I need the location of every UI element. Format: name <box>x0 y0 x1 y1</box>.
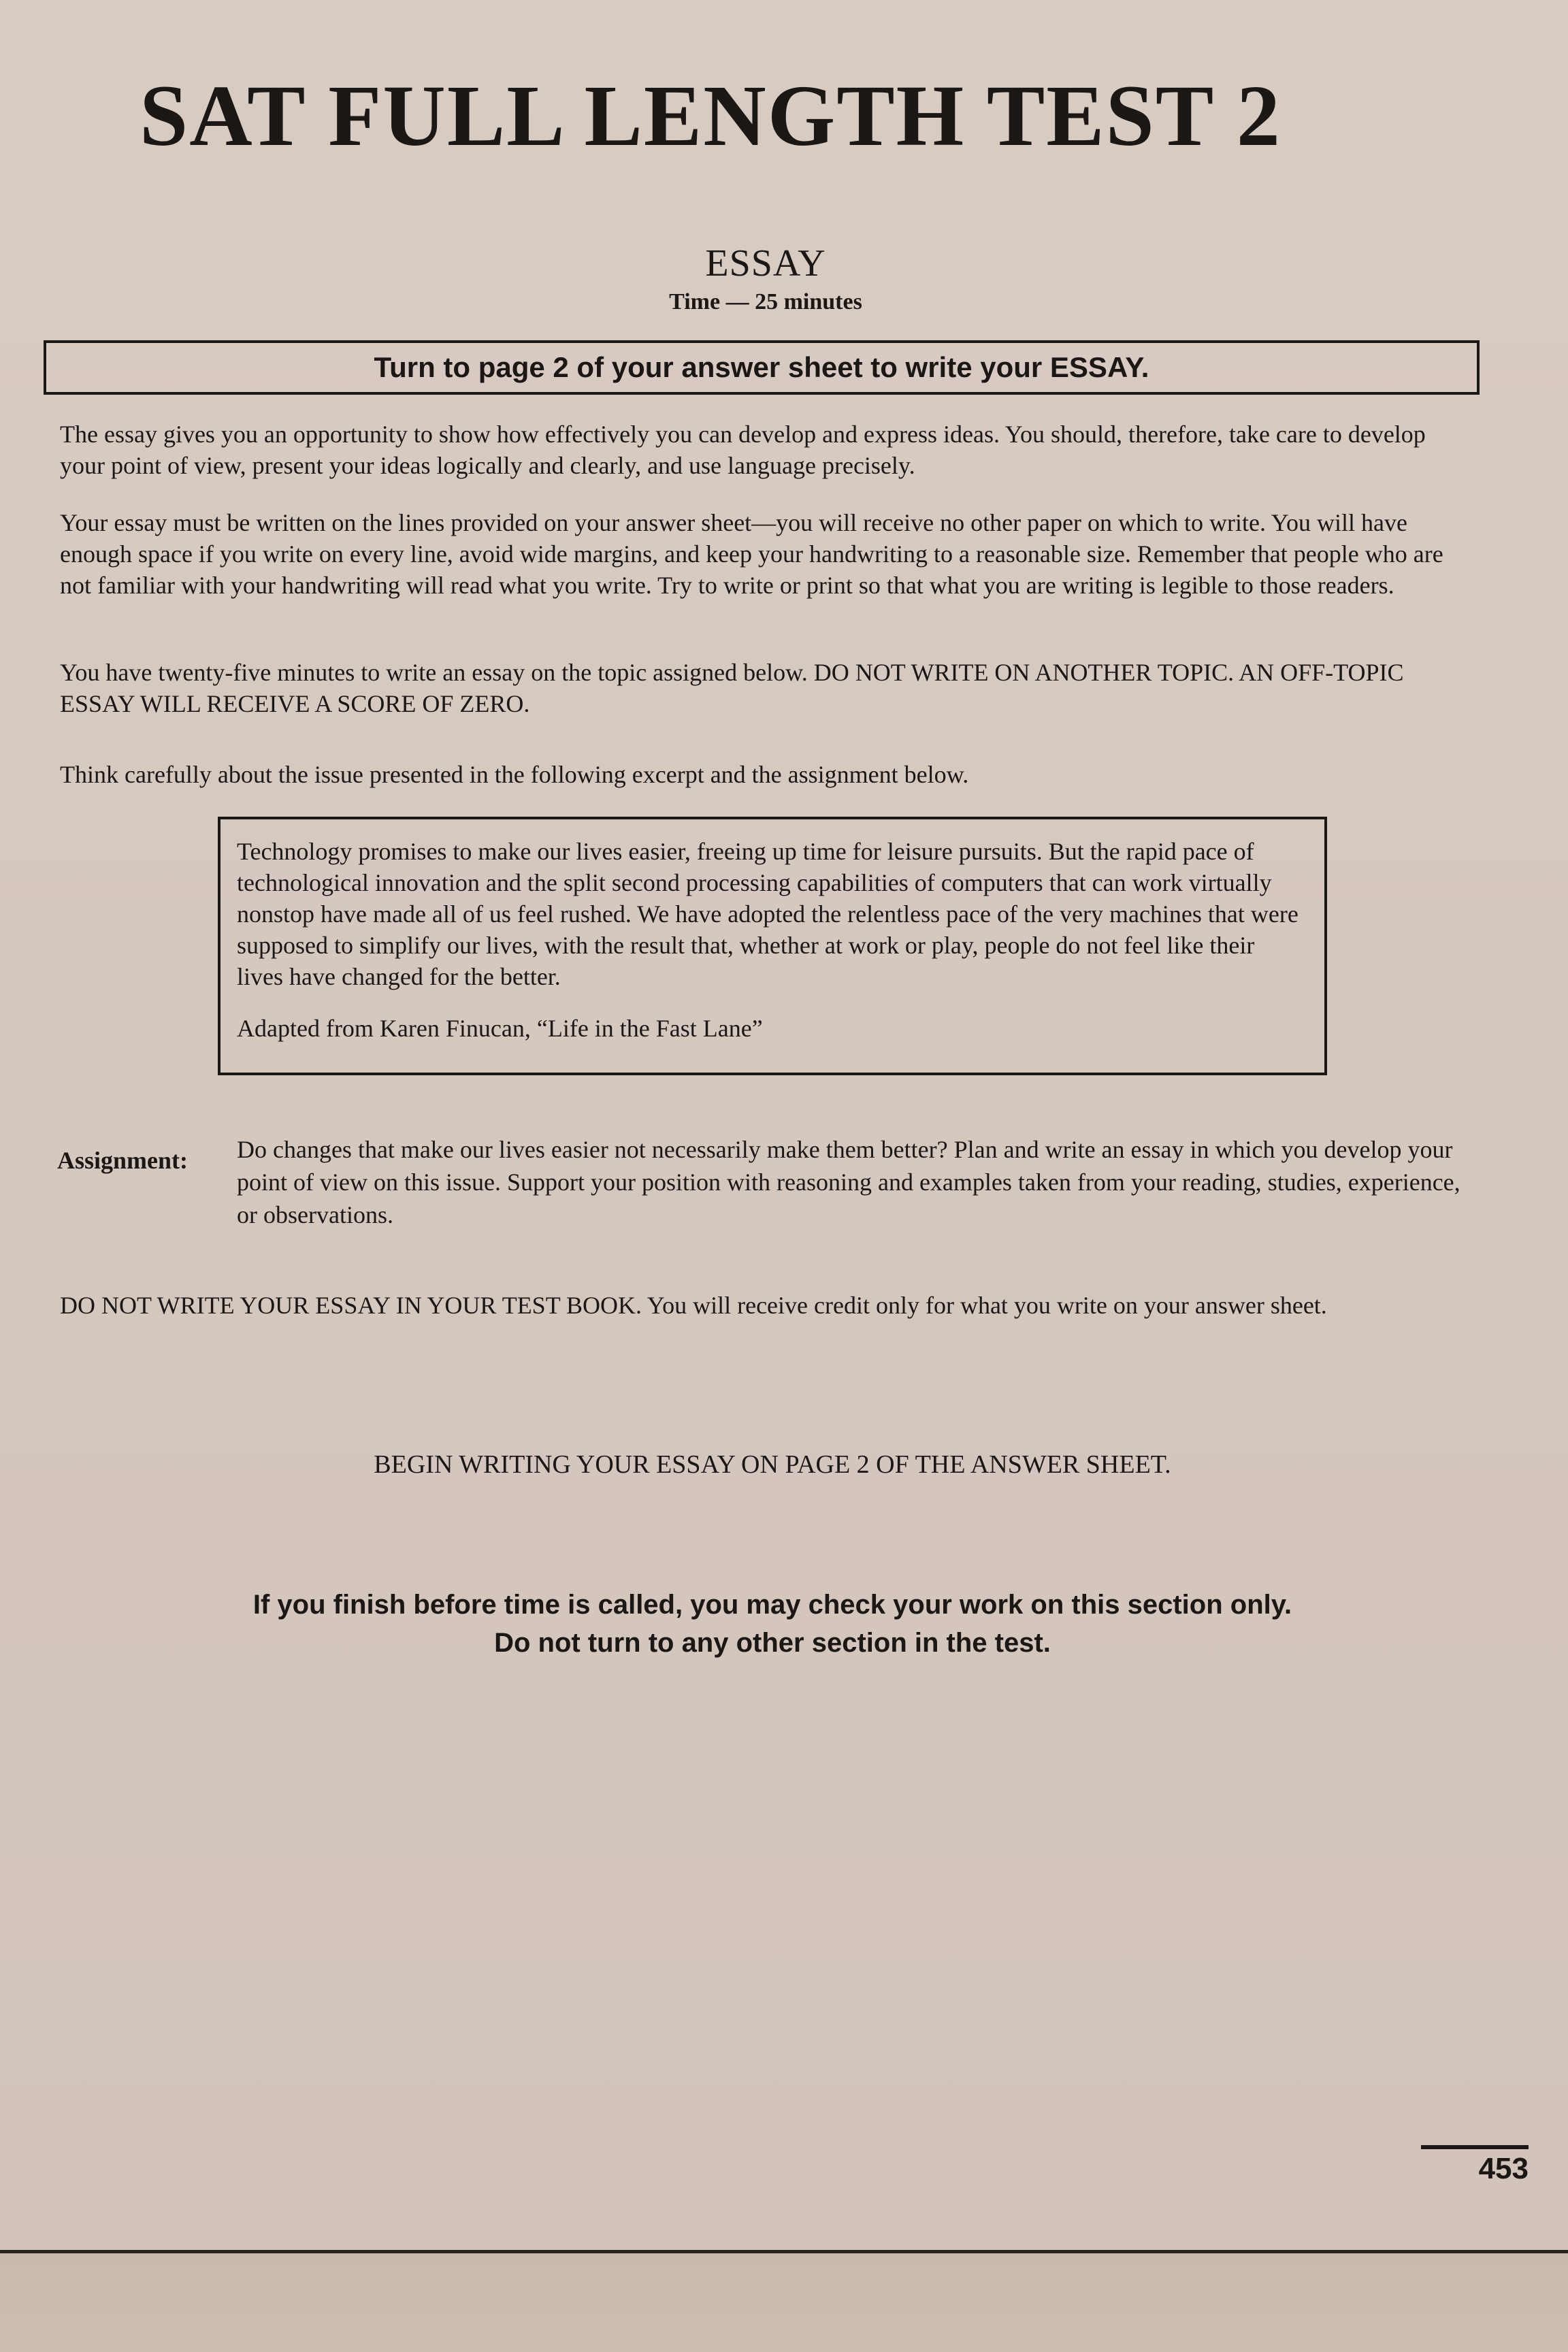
intro-paragraph: The essay gives you an opportunity to show how effectively you can develop and express ideas. You should, therefore, take care to develop your point of view, present your ideas logically and clearly, and use language precisely. <box>60 421 1426 479</box>
finish-line-2: Do not turn to any other section in the test. <box>494 1628 1051 1658</box>
page-number: 453 <box>1478 2152 1529 2185</box>
answer-sheet-paragraph: Your essay must be written on the lines provided on your answer sheet—you will receive no other paper on which to write. You will have enough space if you write on every line, avoid wide margins, and keep your handwriting to a reasonable size. Remember that people who are not familiar with your handwriting will read what you write. Try to write or print so that what you are writing is legible to those readers. <box>60 509 1443 599</box>
assignment-label: Assignment: <box>57 1147 189 1174</box>
excerpt-box <box>218 817 1327 1075</box>
page-number-rule <box>1421 2145 1529 2149</box>
think-carefully-paragraph: Think carefully about the issue presented in the following excerpt and the assignment below. <box>60 761 969 788</box>
excerpt-source: Adapted from Karen Finucan, “Life in the Fast Lane” <box>237 1015 763 1042</box>
instruction-box: Turn to page 2 of your answer sheet to write your ESSAY. <box>44 340 1480 395</box>
begin-instruction: BEGIN WRITING YOUR ESSAY ON PAGE 2 OF THE ANSWER SHEET. <box>374 1450 1171 1479</box>
time-limit: Time — 25 minutes <box>669 289 862 314</box>
underlying-page <box>0 2253 1568 2352</box>
assignment-text: Do changes that make our lives easier not necessarily make them better? Plan and write an essay in which you develop your point of view on this issue. Support your position with reasoning and examples taken from your reading, studies, experience, or observations. <box>237 1136 1460 1228</box>
section-title: ESSAY <box>705 242 826 284</box>
finish-notice <box>0 1586 1545 1662</box>
warning-paragraph: DO NOT WRITE YOUR ESSAY IN YOUR TEST BOOK. You will receive credit only for what you write on your answer sheet. <box>60 1292 1327 1319</box>
excerpt-text: Technology promises to make our lives easier, freeing up time for leisure pursuits. But the rapid pace of technological innovation and the split second processing capabilities of computers that can work virtually nonstop have made all of us feel rushed. We have adopted the relentless pace of the very machines that were supposed to simplify our lives, with the result that, whether at work or play, people do not feel like their lives have changed for the better. <box>237 838 1298 990</box>
page-title: SAT FULL LENGTH TEST 2 <box>140 67 1281 164</box>
finish-line-1: If you finish before time is called, you may check your work on this section only. <box>252 1590 1292 1620</box>
time-topic-paragraph: You have twenty-five minutes to write an essay on the topic assigned below. DO NOT WRITE ON ANOTHER TOPIC. AN OFF-TOPIC ESSAY WILL RECEIVE A SCORE OF ZERO. <box>60 659 1404 717</box>
